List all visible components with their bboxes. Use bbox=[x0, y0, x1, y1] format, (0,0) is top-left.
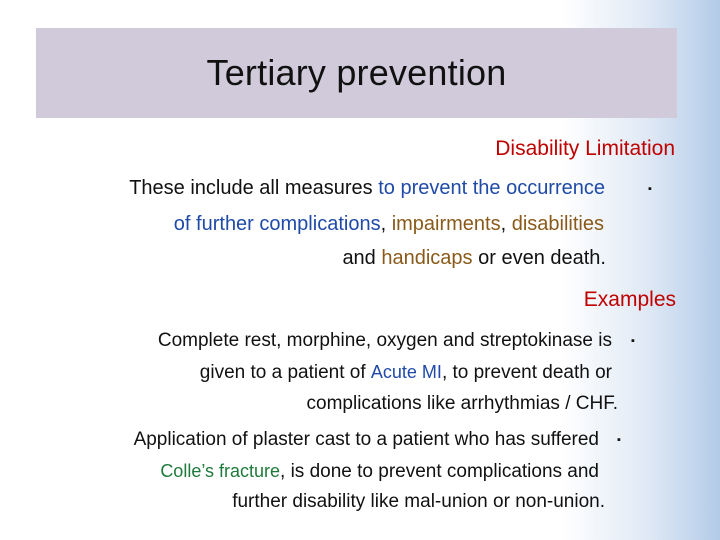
text-span: or even death. bbox=[472, 247, 606, 269]
highlight-span: Colle’s fracture bbox=[160, 461, 281, 481]
section-heading-disability-limitation: Disability Limitation bbox=[495, 137, 675, 160]
example-1-line-2 bbox=[200, 360, 612, 385]
example-1-line-3: complications like arrhythmias / CHF. bbox=[306, 393, 618, 414]
paragraph-line-3 bbox=[342, 246, 606, 270]
highlight-span: impairments bbox=[391, 213, 501, 235]
text-span: , bbox=[500, 213, 512, 235]
bullet-icon: ▪ bbox=[617, 434, 621, 446]
example-2-line-1: Application of plaster cast to a patient who has suffered bbox=[133, 429, 599, 450]
highlight-span: of bbox=[173, 213, 191, 235]
section-heading-examples: Examples bbox=[583, 288, 676, 311]
text-span: These include all measures bbox=[129, 177, 379, 199]
paragraph-line-1 bbox=[129, 176, 605, 200]
highlight-span: to prevent the occurrence bbox=[378, 177, 605, 199]
highlight-span: disabilities bbox=[511, 213, 604, 235]
example-2-line-2 bbox=[160, 459, 599, 484]
slide-title: Tertiary prevention bbox=[206, 52, 507, 93]
bullet-icon: ▪ bbox=[631, 335, 635, 347]
highlight-span: handicaps bbox=[381, 247, 473, 269]
bullet-icon: ▪ bbox=[648, 183, 652, 195]
text-span: , to prevent death or bbox=[441, 362, 612, 383]
highlight-span: further complications bbox=[190, 213, 381, 235]
paragraph-line-2 bbox=[174, 212, 604, 236]
text-span: given to a patient of bbox=[199, 362, 371, 383]
text-span: , is done to prevent complications and bbox=[280, 461, 599, 482]
title-banner bbox=[36, 28, 677, 118]
text-span: and bbox=[342, 247, 382, 269]
example-2-line-3: further disability like mal-union or non-union. bbox=[232, 491, 605, 512]
example-1-line-1: Complete rest, morphine, oxygen and streptokinase is bbox=[157, 330, 612, 351]
text-span: , bbox=[380, 213, 392, 235]
highlight-span: Acute MI bbox=[370, 362, 442, 382]
